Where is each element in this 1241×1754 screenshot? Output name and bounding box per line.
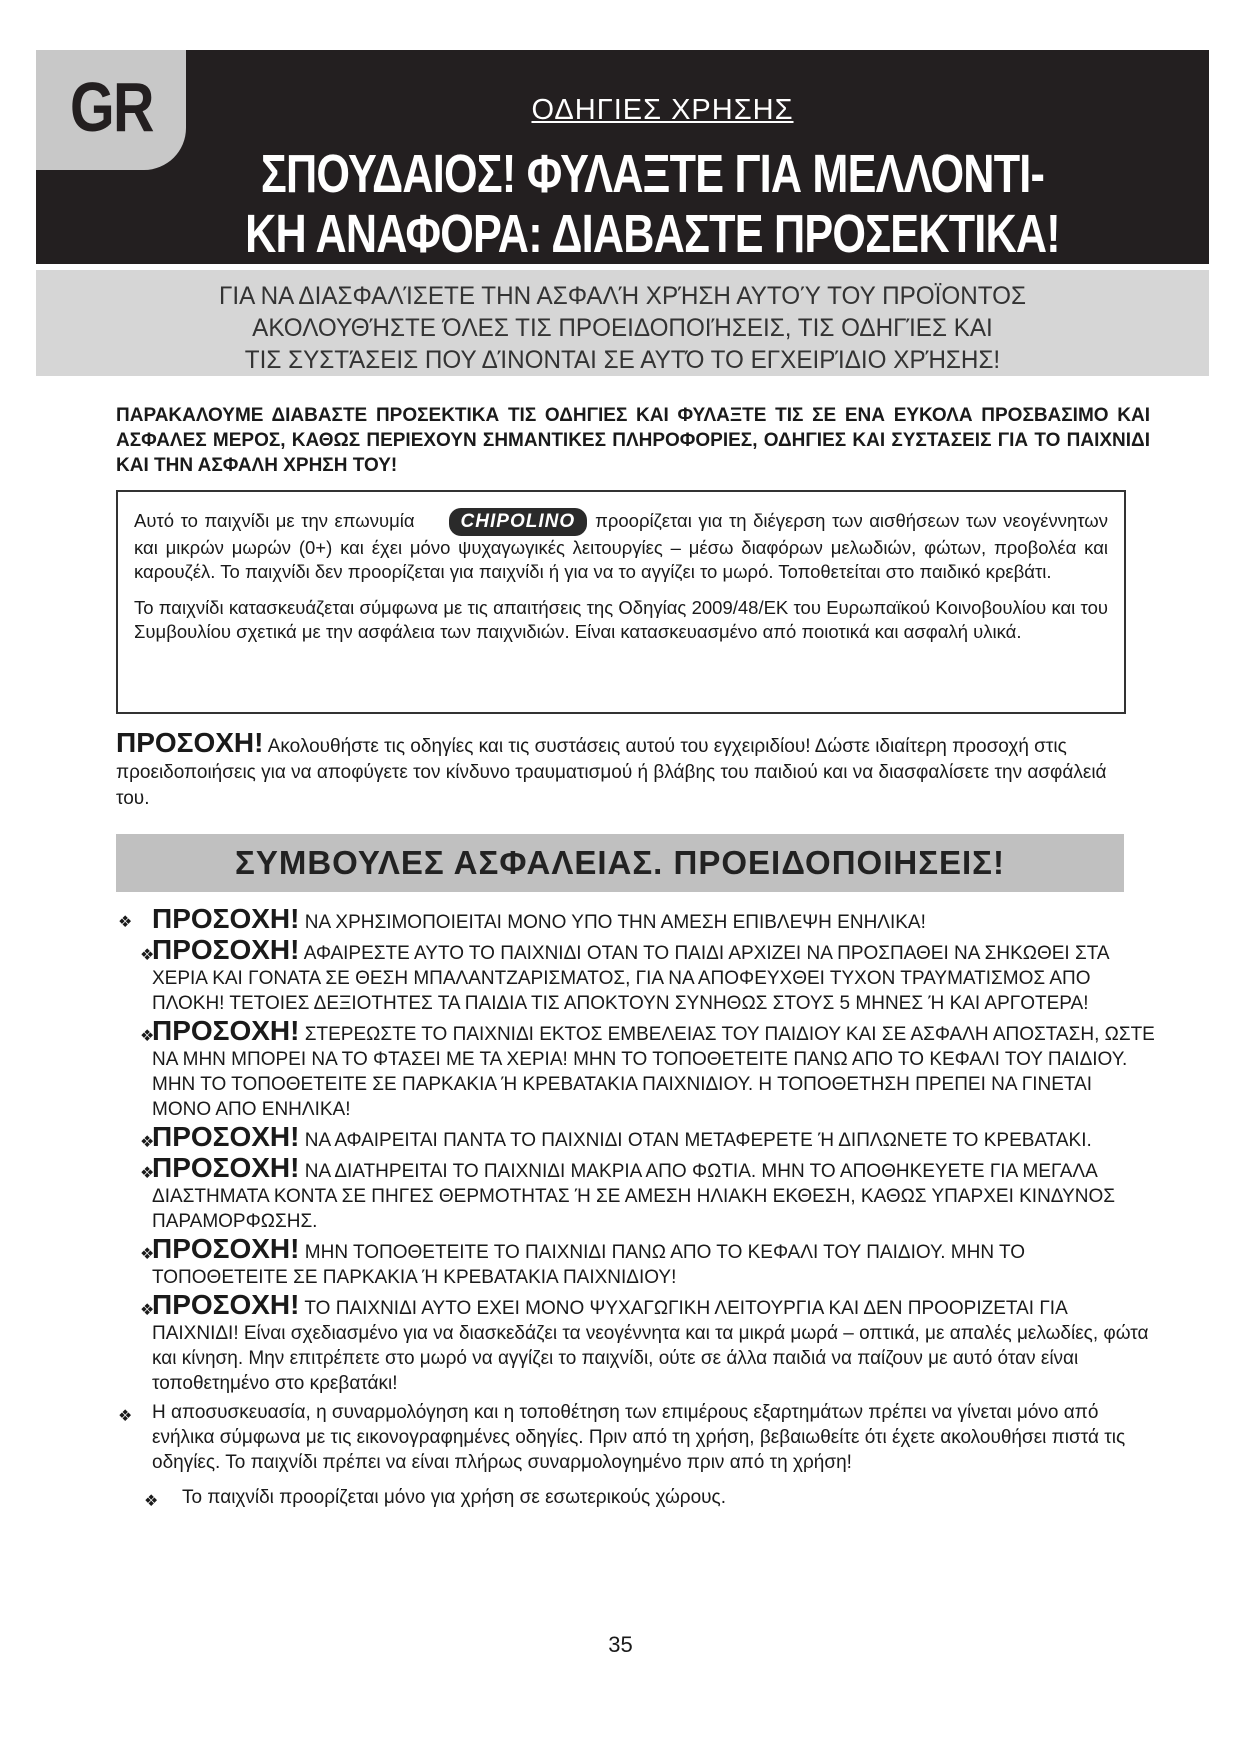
attention-text: Ακολουθήστε τις οδηγίες και τις συστάσεις αυτού του εγχειριδίου! Δώστε ιδιαίτερη προσοχή στις προειδοποιήσεις για να αποφύγετε τον κίνδυνο τραυματισμού ή βλάβης του παιδιού και να διασφαλίσετε την ασφάλειά του. (116, 736, 1107, 809)
warning-label: ΠΡΟΣΟΧΗ! (152, 1121, 300, 1152)
product-description (134, 508, 1108, 584)
safety-banner-line-2: ΑΚΟΛΟΥΘΉΣΤΕ ΌΛΕΣ ΤΙΣ ΠΡΟΕΙΔΟΠΟΙΉΣΕΙΣ, ΤΙΣ ΟΔΗΓΊΕΣ ΚΑΙ (252, 314, 993, 342)
title-line-2: ΚΗ ΑΝΑΦΟΡΑ: ΔΙΑΒΑΣΤΕ ΠΡΟΣΕΚΤΙΚΑ! (245, 204, 1060, 264)
intro-paragraph: ΠΑΡΑΚΑΛΟΥΜΕ ΔΙΑΒΑΣΤΕ ΠΡΟΣΕΚΤΙΚΑ ΤΙΣ ΟΔΗΓΙΕΣ ΚΑΙ ΦΥΛΑΞΤΕ ΤΙΣ ΣΕ ΕΝΑ ΕΥΚΟΛΑ ΠΡΟΣΒΑΣΙΜΟ ΚΑΙ ΑΣΦΑΛΕΣ ΜΕΡΟΣ, ΚΑΘΩΣ ΠΕΡΙΕΧΟΥΝ ΣΗΜΑΝΤΙΚΕΣ ΠΛΗΡΟΦΟΡΙΕΣ, ΟΔΗΓΙΕΣ ΚΑΙ ΣΥΣΤΑΣΕΙΣ ΓΙΑ ΤΟ ΠΑΙΧΝΙΔΙ ΚΑΙ ΤΗΝ ΑΣΦΑΛΗ ΧΡΗΣΗ ΤΟΥ! (116, 405, 1150, 476)
warning-text: ΝΑ ΑΦΑΙΡΕΙΤΑΙ ΠΑΝΤΑ ΤΟ ΠΑΙΧΝΙΔΙ ΟΤΑΝ ΜΕΤΑΦΕΡΕΤΕ Ή ΔΙΠΛΩΝΕΤΕ ΤΟ ΚΡΕΒΑΤΑΚΙ. (304, 1130, 1092, 1151)
diamond-bullet-icon: ❖ (118, 1408, 133, 1425)
warning-item (116, 1015, 1156, 1122)
page-title (36, 144, 1209, 264)
warning-item (116, 1289, 1156, 1396)
safety-banner-line-1: ΓΙΑ ΝΑ ΔΙΑΣΦΑΛΊΣΕΤΕ ΤΗΝ ΑΣΦΑΛΉ ΧΡΉΣΗ ΑΥΤΟΎ ΤΟΥ ΠΡΟΪΟΝΤΟΣ (218, 282, 1027, 310)
language-code: GR (70, 68, 153, 146)
compliance-text: Το παιχνίδι κατασκευάζεται σύμφωνα με τις απαιτήσεις της Οδηγίας 2009/48/ΕΚ του Ευρωπαϊκού Κοινοβουλίου και του Συμβουλίου σχετικά με την ασφάλεια των παιχνιδιών. Είναι κατασκευασμένο από ποιοτικά και ασφαλή υλικά. (134, 597, 1108, 642)
note-text: Η αποσυσκευασία, η συναρμολόγηση και η τοποθέτηση των επιμέρους εξαρτημάτων πρέπει να γίνεται μόνο από ενήλικα σύμφωνα με τις εικονογραφημένες οδηγίες. Πριν από τη χρήση, βεβαιωθείτε ότι έχετε ακολουθήσει πιστά τις οδηγίες. Το παιχνίδι πρέπει να είναι πλήρως συναρμολογημένο πριν από τη χρήση! (152, 1402, 1126, 1473)
warning-item (116, 1121, 1156, 1153)
warning-item (116, 1233, 1156, 1290)
warnings-list (116, 903, 1156, 1512)
attention-label: ΠΡΟΣΟΧΗ! (116, 727, 264, 758)
header-banner (36, 50, 1209, 264)
warning-text: ΤΟ ΠΑΙΧΝΙΔΙ ΑΥΤΟ ΕΧΕΙ ΜΟΝΟ ΨΥΧΑΓΩΓΙΚΗ ΛΕΙΤΟΥΡΓΙΑ ΚΑΙ ΔΕΝ ΠΡΟΟΡΙΖΕΤΑΙ ΓΙΑ ΠΑΙΧΝΙΔΙ! Είναι σχεδιασμένο για να διασκεδάζει τα νεογέννητα και τα μικρά μωρά – οπτικά, με απαλές μελωδίες, φώτα και κίνηση. Μην επιτρέπετε στο μωρό να αγγίζει το παιχνίδι, ούτε σε άλλα παιδιά να παίζουν με αυτό όταν είναι τοποθετημένο στο κρεβατάκι! (152, 1298, 1149, 1394)
warning-item (116, 934, 1156, 1016)
warning-label: ΠΡΟΣΟΧΗ! (152, 903, 300, 934)
description-start: Αυτό το παιχνίδι με την επωνυμία (134, 509, 415, 531)
page-number: 35 (608, 1632, 633, 1657)
product-info-box (116, 490, 1126, 714)
diamond-bullet-icon: ❖ (140, 1165, 155, 1182)
diamond-bullet-icon: ❖ (144, 1493, 159, 1510)
description-rest: προορίζεται για τη διέγερση των αισθήσεων των νεογέννητων και μικρών μωρών (0+) και έχει μόνο ψυχαγωγικές λειτουργίες – μέσω διαφόρων μελωδιών, φώτων, προβολέα και καρουζέλ. Το παιχνίδι δεν προορίζεται για παιχνίδι ή για να το αγγίζει το μωρό. Τοποθετείται στο παιδικό κρεβάτι. (134, 509, 1108, 582)
warning-text: ΣΤΕΡΕΩΣΤΕ ΤΟ ΠΑΙΧΝΙΔΙ ΕΚΤΟΣ ΕΜΒΕΛΕΙΑΣ ΤΟΥ ΠΑΙΔΙΟΥ ΚΑΙ ΣΕ ΑΣΦΑΛΗ ΑΠΟΣΤΑΣΗ, ΩΣΤΕ ΝΑ ΜΗΝ ΜΠΟΡΕΙ ΝΑ ΤΟ ΦΤΑΣΕΙ ΜΕ ΤΑ ΧΕΡΙΑ! ΜΗΝ ΤΟ ΤΟΠΟΘΕΤΕΙΤΕ ΠΑΝΩ ΑΠΟ ΤΟ ΚΕΦΑΛΙ ΤΟΥ ΠΑΙΔΙΟΥ. ΜΗΝ ΤΟ ΤΟΠΟΘΕΤΕΙΤΕ ΣΕ ΠΑΡΚΑΚΙΑ Ή ΚΡΕΒΑΤΑΚΙΑ ΠΑΙΧΝΙΔΙΟΥ. Η ΤΟΠΟΘΕΤΗΣΗ ΠΡΕΠΕΙ ΝΑ ΓΙΝΕΤΑΙ ΜΟΝΟ ΑΠΟ ΕΝΗΛΙΚΑ! (152, 1024, 1155, 1120)
manual-subtitle: ΟΔΗΓΙΕΣ ΧΡΗΣΗΣ (531, 94, 794, 126)
warning-label: ΠΡΟΣΟΧΗ! (152, 1289, 300, 1320)
diamond-bullet-icon: ❖ (118, 914, 133, 931)
warning-item (116, 903, 1156, 935)
warning-text: ΝΑ ΧΡΗΣΙΜΟΠΟΙΕΙΤΑΙ ΜΟΝΟ ΥΠΟ ΤΗΝ ΑΜΕΣΗ ΕΠΙΒΛΕΨΗ ΕΝΗΛΙΚΑ! (304, 912, 926, 933)
attention-paragraph (116, 727, 1126, 812)
safety-banner (36, 270, 1209, 376)
note-text: Το παιχνίδι προορίζεται μόνο για χρήση σε εσωτερικούς χώρους. (182, 1487, 726, 1508)
safety-banner-line-3: ΤΙΣ ΣΥΣΤΆΣΕΙΣ ΠΟΥ ΔΊΝΟΝΤΑΙ ΣΕ ΑΥΤΌ ΤΟ ΕΓΧΕΙΡΊΔΙΟ ΧΡΉΣΗΣ! (244, 346, 1001, 374)
diamond-bullet-icon: ❖ (140, 1246, 155, 1263)
warning-label: ΠΡΟΣΟΧΗ! (152, 1233, 300, 1264)
title-line-1: ΣΠΟΥΔΑΙΟΣ! ΦΥΛΑΞΤΕ ΓΙΑ ΜΕΛΛΟΝΤΙ- (260, 144, 1045, 204)
diamond-bullet-icon: ❖ (140, 947, 155, 964)
warning-label: ΠΡΟΣΟΧΗ! (152, 1152, 300, 1183)
diamond-bullet-icon: ❖ (140, 1134, 155, 1151)
warning-label: ΠΡΟΣΟΧΗ! (152, 934, 300, 965)
warning-text: ΝΑ ΔΙΑΤΗΡΕΙΤΑΙ ΤΟ ΠΑΙΧΝΙΔΙ ΜΑΚΡΙΑ ΑΠΟ ΦΩΤΙΑ. ΜΗΝ ΤΟ ΑΠΟΘΗΚΕΥΕΤΕ ΓΙΑ ΜΕΓΑΛΑ ΔΙΑΣΤΗΜΑΤΑ ΚΟΝΤΑ ΣΕ ΠΗΓΕΣ ΘΕΡΜΟΤΗΤΑΣ Ή ΣΕ ΑΜΕΣΗ ΗΛΙΑΚΗ ΕΚΘΕΣΗ, ΚΑΘΩΣ ΥΠΑΡΧΕΙ ΚΙΝΔΥΝΟΣ ΠΑΡΑΜΟΡΦΩΣΗΣ. (152, 1161, 1116, 1232)
section-title: ΣΥΜΒΟΥΛΕΣ ΑΣΦΑΛΕΙΑΣ. ΠΡΟΕΙΔΟΠΟΙΗΣΕΙΣ! (116, 834, 1124, 892)
warning-text: ΑΦΑΙΡΕΣΤΕ ΑΥΤΟ ΤΟ ΠΑΙΧΝΙΔΙ ΟΤΑΝ ΤΟ ΠΑΙΔΙ ΑΡΧΙΖΕΙ ΝΑ ΠΡΟΣΠΑΘΕΙ ΝΑ ΣΗΚΩΘΕΙ ΣΤΑ ΧΕΡΙΑ ΚΑΙ ΓΟΝΑΤΑ ΣΕ ΘΕΣΗ ΜΠΑΛΑΝΤΖΑΡΙΣΜΑΤΟΣ, ΓΙΑ ΝΑ ΑΠΟΦΕΥΧΘΕΙ ΤΥΧΟΝ ΤΡΑΥΜΑΤΙΣΜΟΣ ΑΠΟ ΠΛΟΚΗ! ΤΕΤΟΙΕΣ ΔΕΞΙΟΤΗΤΕΣ ΤΑ ΠΑΙΔΙΑ ΤΙΣ ΑΠΟΚΤΟΥΝ ΣΥΝΗΘΩΣ ΣΤΟΥΣ 5 ΜΗΝΕΣ Ή ΚΑΙ ΑΡΓΟΤΕΡΑ! (152, 943, 1109, 1014)
brand-logo: CHIPOLINO (449, 508, 588, 536)
note-item (116, 1400, 1156, 1475)
note-item (116, 1485, 1156, 1510)
warning-label: ΠΡΟΣΟΧΗ! (152, 1015, 300, 1046)
diamond-bullet-icon: ❖ (140, 1302, 155, 1319)
diamond-bullet-icon: ❖ (140, 1028, 155, 1045)
warning-item (116, 1152, 1156, 1234)
warning-text: ΜΗΝ ΤΟΠΟΘΕΤΕΙΤΕ ΤΟ ΠΑΙΧΝΙΔΙ ΠΑΝΩ ΑΠΟ ΤΟ ΚΕΦΑΛΙ ΤΟΥ ΠΑΙΔΙΟΥ. ΜΗΝ ΤΟ ΤΟΠΟΘΕΤΕΙΤΕ ΣΕ ΠΑΡΚΑΚΙΑ Ή ΚΡΕΒΑΤΑΚΙΑ ΠΑΙΧΝΙΔΙΟΥ! (152, 1242, 1026, 1288)
